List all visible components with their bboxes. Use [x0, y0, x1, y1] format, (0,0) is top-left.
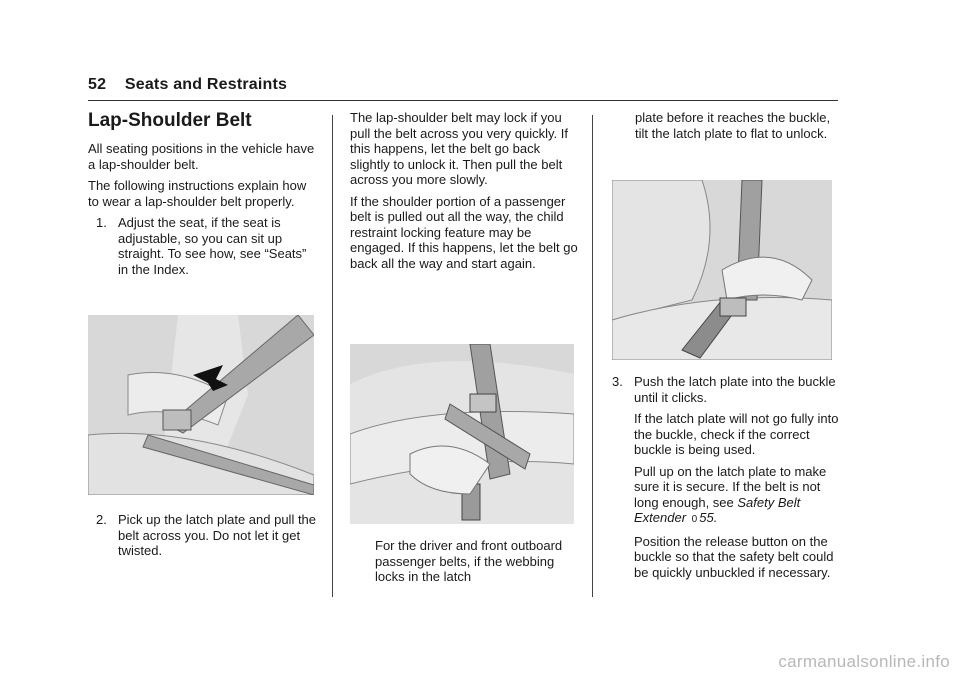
- page-ref-icon: 0: [691, 514, 698, 525]
- page-number: 52: [88, 76, 107, 93]
- column-divider-2: [592, 115, 593, 597]
- step-3-number: 3.: [612, 374, 623, 389]
- column-2-lower: [375, 538, 585, 591]
- column-3: [635, 110, 840, 147]
- illustration-child-restraint-locking: [350, 344, 574, 524]
- col3-para-1: plate before it reaches the buckle, tilt the latch plate to flat to unlock.: [635, 110, 831, 141]
- belt-illustration-3-svg: [612, 180, 832, 360]
- col2-para-2: If the shoulder portion of a passenger belt is pulled out all the way, the child restraint locking feature may be engaged. If this happens, let the belt go back all the way and start again.: [350, 193, 578, 271]
- col2-para-1: The lap-shoulder belt may lock if you pull the belt across you very quickly. If this happens, let the belt go back slightly to unlock it. Then pull the belt across you more slowly.: [350, 110, 568, 187]
- step-3: [612, 374, 840, 405]
- illustration-tilt-latch-plate: [612, 180, 832, 360]
- col1-para-1: All seating positions in the vehicle have a lap-shoulder belt.: [88, 141, 315, 172]
- column-2: [350, 110, 578, 277]
- column-divider-1: [332, 115, 333, 597]
- footer-watermark: carmanualsonline.info: [778, 652, 950, 671]
- step-1-number: 1.: [96, 215, 107, 230]
- step-1-text: Adjust the seat, if the seat is adjustable, so you can sit up straight. To see how, see “Seats” in the Index.: [118, 215, 307, 277]
- section-heading: Lap-Shoulder Belt: [88, 110, 252, 131]
- belt-illustration-1-svg: [88, 315, 314, 495]
- col3-para-3-text: Pull up on the latch plate to make sure it is secure. If the belt is not long enough, see: [634, 463, 827, 510]
- col1-para-2: The following instructions explain how to wear a lap-shoulder belt properly.: [88, 178, 307, 209]
- col3-para-4: Position the release button on the buckle so that the safety belt could be quickly unbuckled if necessary.: [634, 533, 834, 580]
- column-1: [88, 110, 320, 283]
- section-title: Seats and Restraints: [124, 76, 288, 93]
- col2-para-3: For the driver and front outboard passenger belts, if the webbing locks in the latch: [375, 538, 563, 584]
- belt-illustration-2-svg: [350, 344, 574, 524]
- step-1: [88, 215, 320, 277]
- column-1-lower: [88, 512, 320, 565]
- page-header: [88, 76, 287, 94]
- step-2-text: Pick up the latch plate and pull the belt across you. Do not let it get twisted.: [118, 512, 317, 558]
- step-3-text: Push the latch plate into the buckle until it clicks.: [634, 374, 836, 405]
- col3-para-3: [612, 464, 840, 528]
- illustration-belt-across-lap: [88, 315, 314, 495]
- safety-belt-extender-link[interactable]: Safety Belt Extender: [634, 494, 801, 525]
- header-rule: [88, 100, 838, 101]
- step-2: [88, 512, 320, 559]
- col3-para-2: If the latch plate will not go fully into the buckle, check if the correct buckle is being used.: [634, 411, 839, 457]
- page-ref-number[interactable]: 55.: [699, 510, 718, 525]
- step-2-number: 2.: [96, 512, 107, 527]
- column-3-lower: [612, 374, 840, 586]
